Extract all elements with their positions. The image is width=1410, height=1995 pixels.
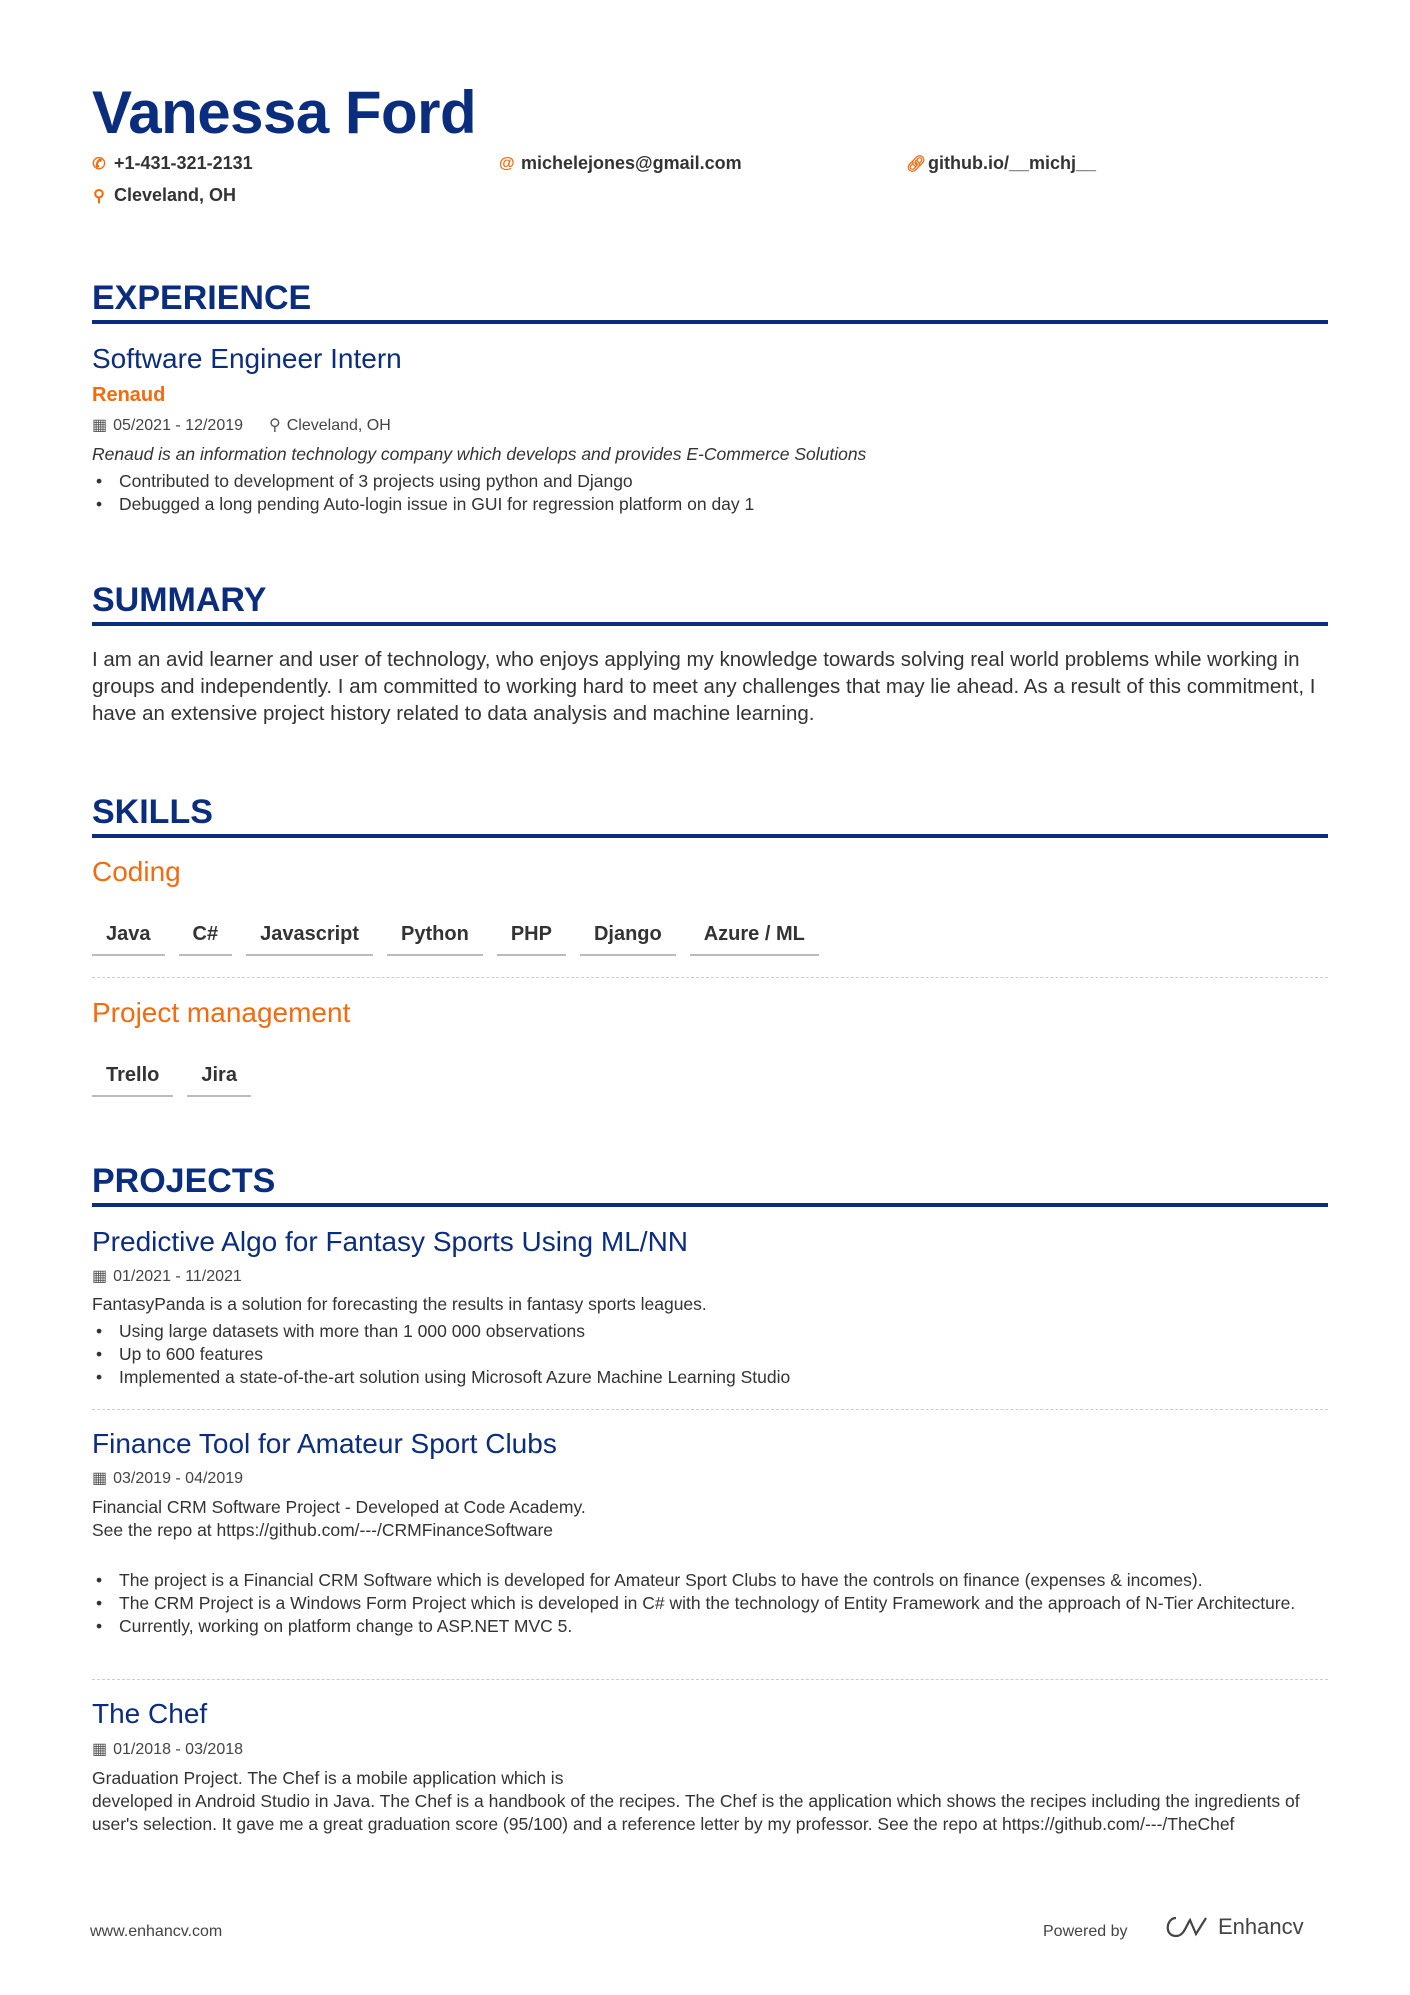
contact-link[interactable]	[906, 153, 1096, 174]
at-icon: @	[499, 154, 515, 172]
summary-heading: SUMMARY	[92, 580, 1328, 626]
footer-powered-by: Powered by	[1043, 1923, 1128, 1940]
project-dates: 01/2021 - 11/2021	[113, 1268, 242, 1285]
calendar-icon: ▦	[92, 1268, 108, 1285]
skill-tag: Javascript	[246, 923, 373, 956]
contact-email[interactable]	[499, 153, 742, 174]
skill-tag: Django	[580, 923, 676, 956]
job-company: Renaud	[92, 384, 166, 406]
project-bullets	[92, 1569, 1328, 1638]
experience-heading: EXPERIENCE	[92, 278, 1328, 324]
enhancv-logo-icon	[1162, 1914, 1208, 1940]
project-description: Financial CRM Software Project - Developed at Code Academy.	[92, 1497, 586, 1517]
skill-tag: Jira	[187, 1064, 251, 1097]
project-description: FantasyPanda is a solution for forecasting the results in fantasy sports leagues.	[92, 1294, 707, 1314]
skill-tag: C#	[179, 923, 233, 956]
footer-website[interactable]: www.enhancv.com	[90, 1923, 223, 1940]
contact-phone	[92, 153, 253, 174]
skill-tag: Azure / ML	[690, 923, 819, 956]
skill-tag: Trello	[92, 1064, 173, 1097]
project-meta	[92, 1739, 243, 1759]
project-description-repo: See the repo at https://github.com/---/CRMFinanceSoftware	[92, 1520, 554, 1540]
job-description: Renaud is an information technology company which develops and provides E-Commerce Solutions	[92, 444, 867, 464]
bullet: • Debugged a long pending Auto-login issue in GUI for regression platform on day 1	[92, 493, 754, 516]
project-description-cont: developed in Android Studio in Java. The Chef is a handbook of the recipes. The Chef is the application which shows the recipes including the ingredients of user's selection. It gave me a great graduation score (95/100) and a reference letter by my professor. See the repo at https://github.com/---/TheChef	[92, 1791, 1300, 1834]
calendar-icon: ▦	[92, 417, 108, 434]
skill-group-title: Coding	[92, 856, 181, 887]
link-text[interactable]: github.io/__michj__	[928, 153, 1097, 173]
enhancv-logo[interactable]	[1162, 1914, 1304, 1940]
skill-tags	[92, 923, 819, 956]
project-title: Predictive Algo for Fantasy Sports Using ML/NN	[92, 1226, 689, 1257]
project-bullets	[92, 1320, 1328, 1389]
candidate-name: Vanessa Ford	[92, 79, 477, 146]
bullet: • Currently, working on platform change to ASP.NET MVC 5.	[92, 1615, 1328, 1638]
project-dates: 01/2018 - 03/2018	[113, 1741, 244, 1758]
phone-text: +1-431-321-2131	[114, 153, 253, 173]
calendar-icon: ▦	[92, 1741, 108, 1758]
job-title: Software Engineer Intern	[92, 343, 402, 374]
skill-tag: PHP	[497, 923, 566, 956]
skill-tag: Java	[92, 923, 165, 956]
projects-heading: PROJECTS	[92, 1161, 1328, 1207]
email-text[interactable]: michelejones@gmail.com	[521, 153, 742, 173]
skills-heading: SKILLS	[92, 792, 1328, 838]
bullet: • The CRM Project is a Windows Form Project which is developed in C# with the technology of Entity Framework and the approach of N-Tier Architecture.	[92, 1592, 1328, 1615]
skill-tags	[92, 1064, 251, 1097]
job-bullets	[92, 470, 754, 516]
project-title: The Chef	[92, 1698, 208, 1729]
project-title: Finance Tool for Amateur Sport Clubs	[92, 1428, 557, 1459]
phone-icon: ✆	[92, 155, 106, 173]
bullet: • The project is a Financial CRM Software which is developed for Amateur Sport Clubs to have the controls on finance (expenses & incomes).	[92, 1569, 1328, 1592]
divider	[92, 1409, 1328, 1410]
location-pin-icon: ⚲	[269, 417, 281, 434]
job-meta	[92, 415, 391, 435]
skill-group-title: Project management	[92, 997, 351, 1028]
contact-location	[92, 185, 236, 206]
brand-name: Enhancv	[1218, 1914, 1304, 1939]
bullet: • Implemented a state-of-the-art solution using Microsoft Azure Machine Learning Studio	[92, 1366, 1328, 1389]
divider	[92, 977, 1328, 978]
bullet: • Contributed to development of 3 projects using python and Django	[92, 470, 754, 493]
job-location: Cleveland, OH	[286, 417, 391, 434]
project-dates: 03/2019 - 04/2019	[113, 1470, 244, 1487]
project-meta	[92, 1468, 243, 1488]
summary-text: I am an avid learner and user of technology, who enjoys applying my knowledge towards solving real world problems while working in groups and independently. I am committed to working hard to meet any challenges that may lie ahead. As a result of this commitment, I have an extensive project history related to data analysis and machine learning.	[92, 648, 1316, 725]
project-meta	[92, 1266, 242, 1286]
skill-tag: Python	[387, 923, 483, 956]
location-text: Cleveland, OH	[114, 185, 237, 205]
location-pin-icon: ⚲	[93, 187, 105, 205]
job-dates: 05/2021 - 12/2019	[113, 417, 244, 434]
project-description: Graduation Project. The Chef is a mobile application which is	[92, 1768, 564, 1788]
link-icon: 🔗︎	[906, 155, 927, 173]
divider	[92, 1679, 1328, 1680]
bullet: • Up to 600 features	[92, 1343, 1328, 1366]
bullet: • Using large datasets with more than 1 000 000 observations	[92, 1320, 1328, 1343]
calendar-icon: ▦	[92, 1470, 108, 1487]
